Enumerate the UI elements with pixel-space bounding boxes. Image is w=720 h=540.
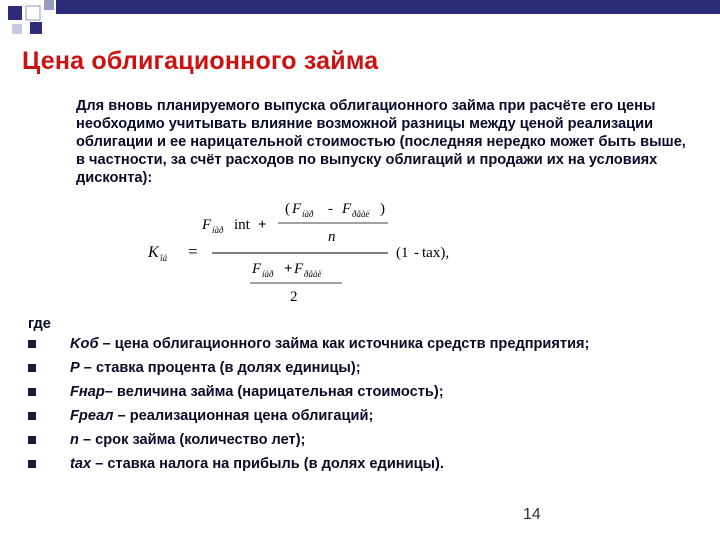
deco-square — [26, 6, 40, 20]
definition-text: – срок займа (количество лет); — [78, 432, 306, 448]
definition-text: – величина займа (нарицательная стоимость); — [104, 384, 444, 400]
deco-square — [12, 24, 22, 34]
header-decoration — [0, 0, 720, 40]
list-item — [28, 432, 668, 449]
square-bullet-icon — [28, 388, 36, 396]
list-item — [28, 360, 668, 377]
formula-two: 2 — [290, 289, 298, 305]
formula-tax-end: tax), — [422, 245, 450, 261]
intro-paragraph: Для вновь планируемого выпуска облигационного займа при расчёте его цены необходимо учитывать влияние возможной разницы между ценой реализации облигации и ее нарицательной стоимостью (последняя нередко может быть выше, в частности, за счёт расходов по выпуску облигаций и продажи их на условиях дисконта): — [76, 98, 686, 186]
formula-f-real-subscript: ðåàë — [304, 269, 322, 279]
formula-f-real-subscript: ðåàë — [352, 209, 370, 219]
list-item — [28, 384, 668, 401]
header-band — [56, 0, 720, 14]
square-bullet-icon — [28, 364, 36, 372]
formula-f-real: F — [342, 201, 352, 217]
square-bullet-icon — [28, 340, 36, 348]
formula-f-nar: F — [252, 261, 262, 277]
deco-square — [8, 6, 22, 20]
list-item — [28, 336, 668, 353]
formula-plus: + — [284, 261, 293, 277]
bond-cost-formula — [130, 197, 530, 313]
square-bullet-icon — [28, 460, 36, 468]
formula-lparen: ( — [285, 201, 290, 217]
formula-k-subscript: îá — [160, 253, 168, 263]
definition-text: – ставка процента (в долях единицы); — [79, 360, 361, 376]
where-label: где — [28, 316, 51, 332]
definition-term: Fреал — [70, 408, 114, 424]
square-bullet-icon — [28, 436, 36, 444]
deco-square — [30, 22, 42, 34]
definition-term: P — [70, 360, 80, 376]
definition-term: Kоб — [70, 336, 99, 352]
formula-tax-factor: (1 — [396, 245, 409, 261]
slide-title: Цена облигационного займа — [22, 47, 379, 75]
formula-f-nar: F — [292, 201, 302, 217]
page-number: 14 — [523, 506, 541, 523]
definition-text: – ставка налога на прибыль (в долях единицы). — [91, 456, 444, 472]
definition-term: n — [70, 432, 79, 448]
definitions-list — [28, 336, 668, 473]
deco-square — [44, 0, 54, 10]
formula-f-nar-subscript: íàð — [212, 225, 224, 235]
square-bullet-icon — [28, 412, 36, 420]
formula-minus: - — [328, 201, 333, 217]
formula-f-nar-subscript: íàð — [262, 269, 274, 279]
list-item — [28, 408, 668, 425]
formula-equals: = — [188, 242, 198, 261]
definition-text: – цена облигационного займа как источника средств предприятия; — [98, 336, 590, 352]
formula-int: int — [234, 217, 250, 233]
formula-k: K — [148, 244, 159, 261]
formula-rparen: ) — [380, 201, 385, 217]
formula-f-nar-subscript: íàð — [302, 209, 314, 219]
formula-n: n — [328, 229, 336, 245]
definition-term: Fнар — [70, 384, 105, 400]
list-item — [28, 456, 668, 473]
formula-f-real: F — [294, 261, 304, 277]
definition-term: tax — [70, 456, 92, 472]
definition-text: – реализационная цена облигаций; — [113, 408, 374, 424]
formula-tax-minus: - — [414, 245, 419, 261]
formula-plus: + — [258, 217, 267, 233]
formula-f-nar: F — [202, 217, 212, 233]
